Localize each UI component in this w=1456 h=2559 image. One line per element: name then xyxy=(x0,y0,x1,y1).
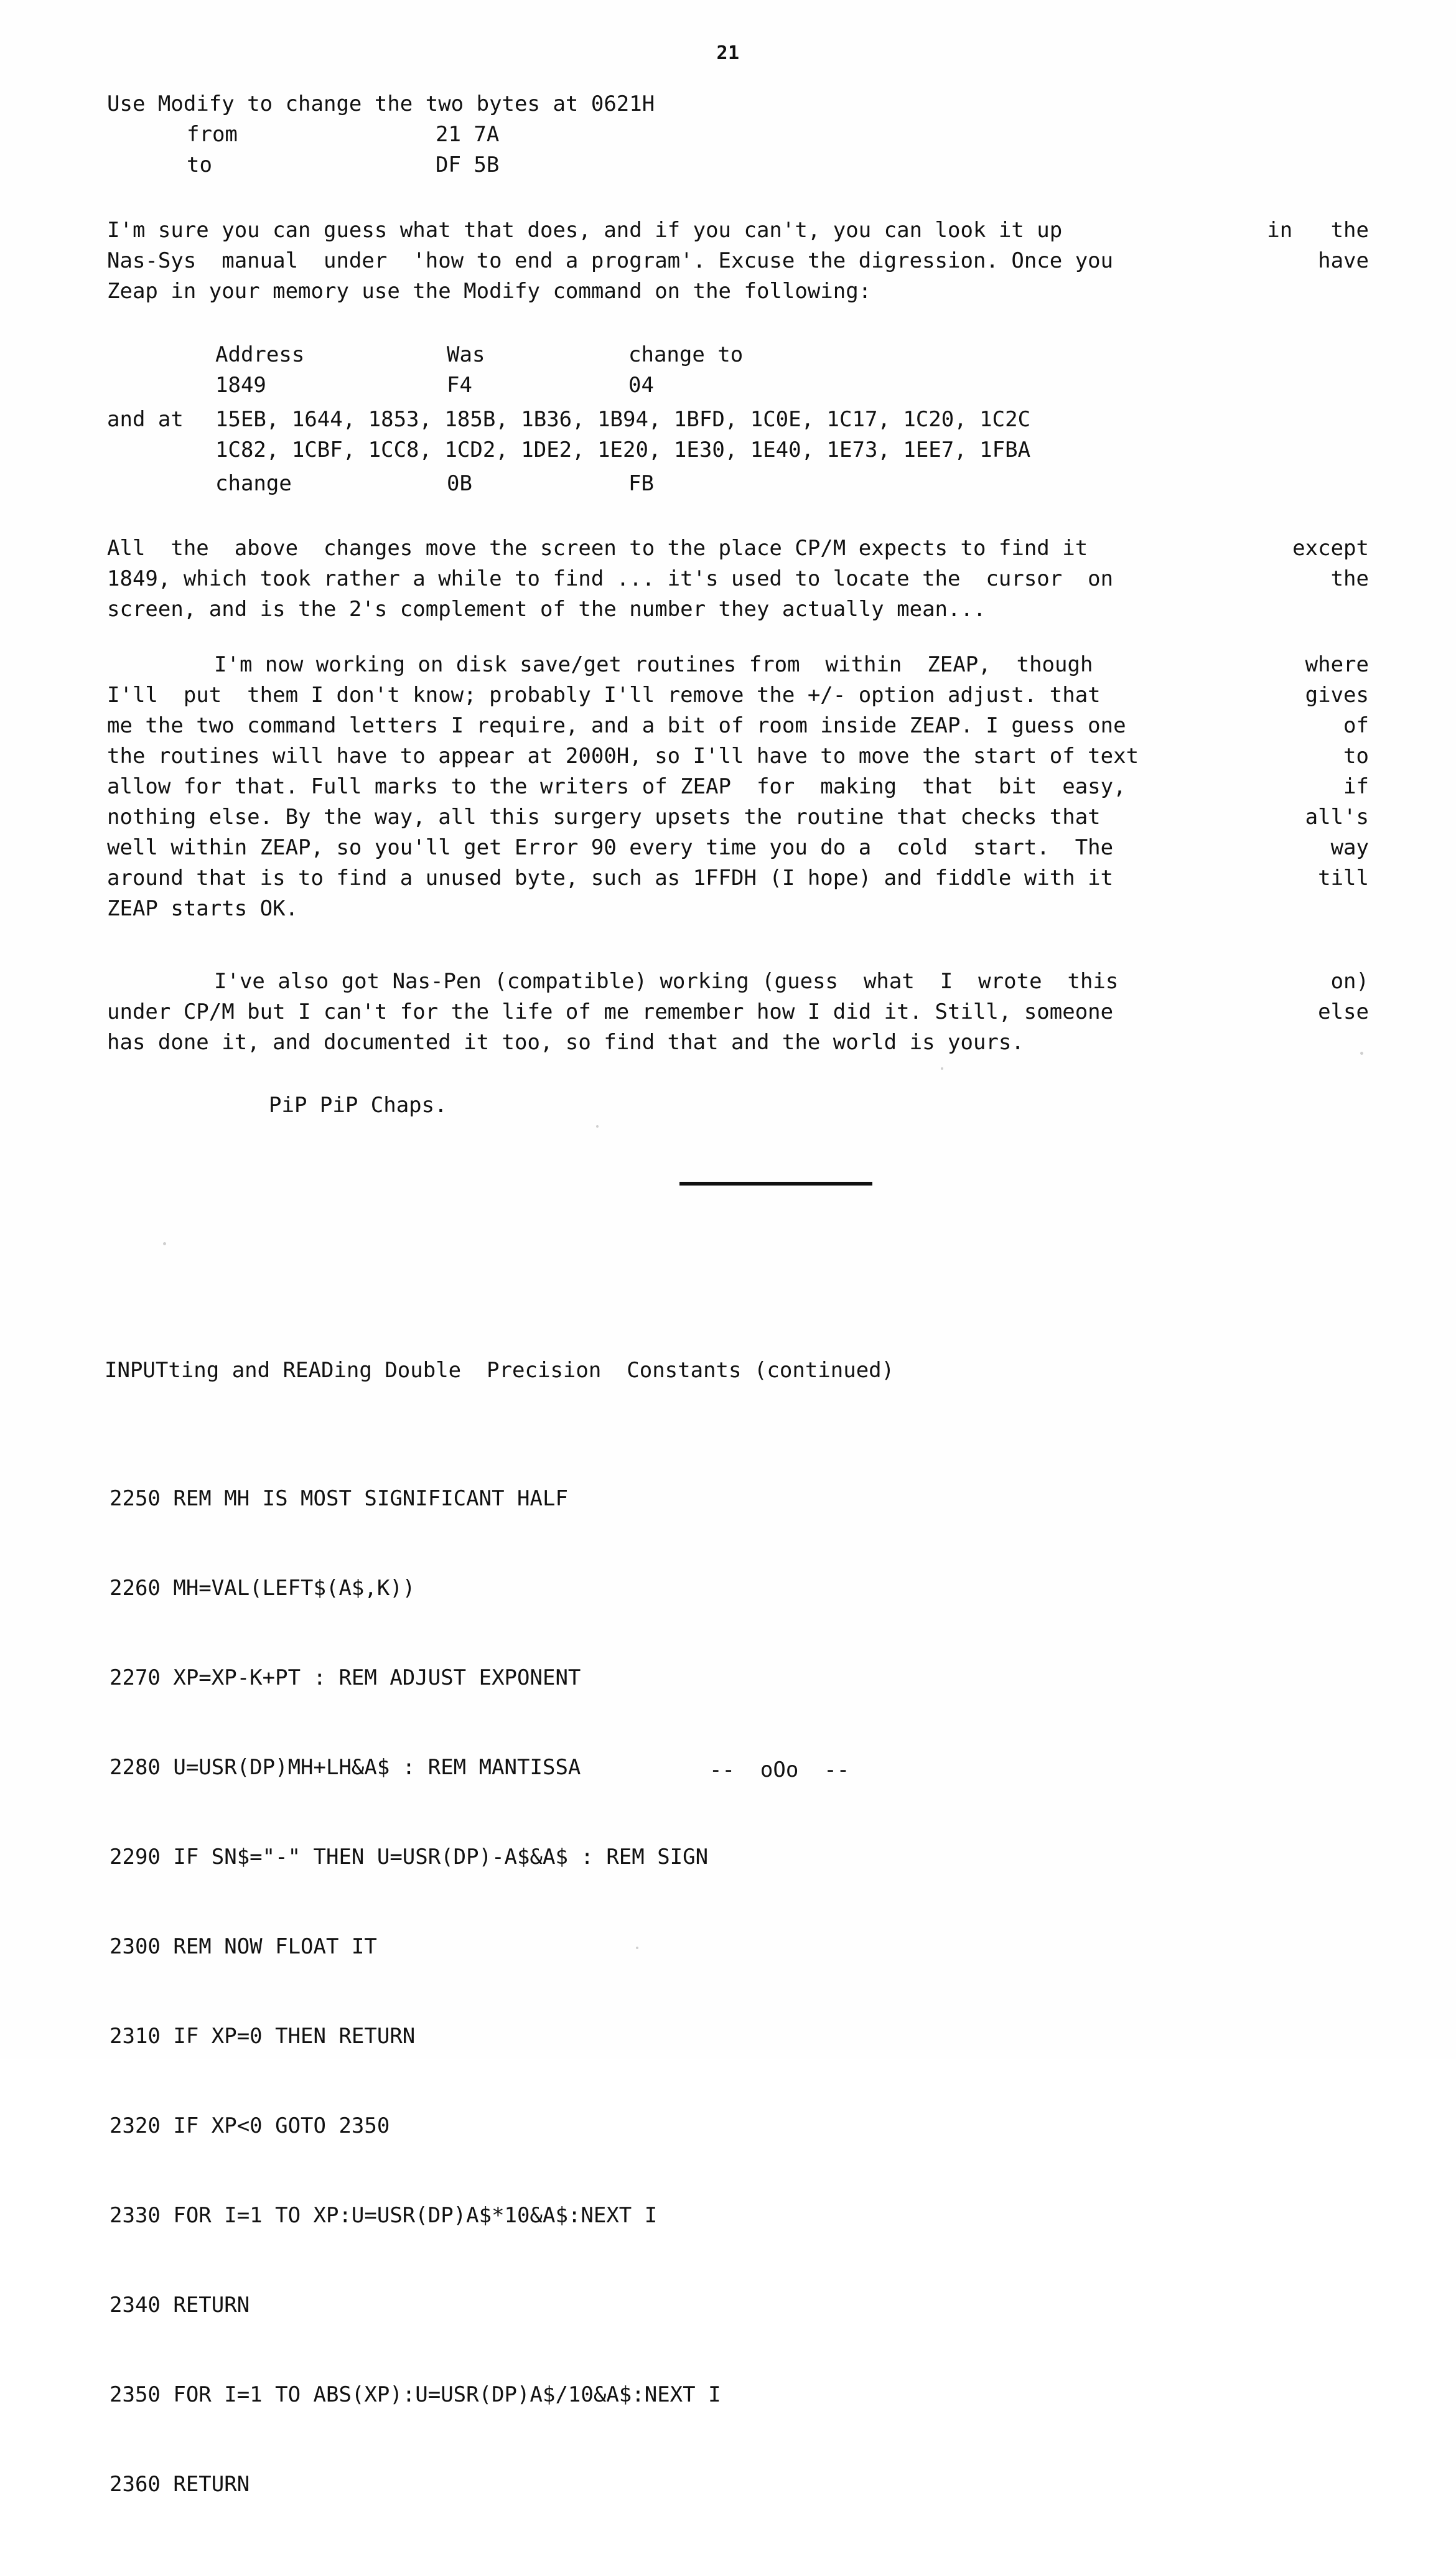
paragraph-line: Zeap in your memory use the Modify command on the following: xyxy=(107,279,872,304)
section-divider xyxy=(679,1182,872,1186)
code-line: 2350 FOR I=1 TO ABS(XP):U=USR(DP)A$/10&A$:NEXT I xyxy=(110,2382,721,2407)
code-line: 2250 REM MH IS MOST SIGNIFICANT HALF xyxy=(110,1486,568,1511)
closing-marker: -- oOo -- xyxy=(709,1757,850,1782)
table-header-address: Address xyxy=(215,342,305,367)
table-row2-label: change xyxy=(215,471,292,496)
table-row2-change-to: FB xyxy=(628,471,654,496)
code-line: 2310 IF XP=0 THEN RETURN xyxy=(110,2024,416,2049)
line-text-tail: if xyxy=(1343,774,1369,799)
to-value: DF 5B xyxy=(436,152,500,177)
line-text: under CP/M but I can't for the life of me remember how I did it. Still, someone xyxy=(107,999,1114,1024)
paragraph-line xyxy=(107,650,1369,680)
line-text-tail: in the xyxy=(1267,218,1369,243)
table-header-change-to: change to xyxy=(628,342,744,367)
code-line: 2360 RETURN xyxy=(110,2472,250,2497)
line-text: 1849, which took rather a while to find ... it's used to locate the cursor on xyxy=(107,566,1114,591)
line-text: I'm sure you can guess what that does, and if you can't, you can look it up xyxy=(107,218,1063,243)
line-text-tail: have xyxy=(1318,248,1369,273)
line-text-tail: of xyxy=(1343,713,1369,738)
table-header-was: Was xyxy=(447,342,485,367)
signoff-line: PiP PiP Chaps. xyxy=(269,1093,447,1118)
paragraph-line xyxy=(107,711,1369,741)
paragraph-line xyxy=(107,802,1369,833)
paragraph-line xyxy=(107,966,1369,997)
table-row-was: F4 xyxy=(447,373,472,398)
paragraph-zeap-work xyxy=(107,650,1369,924)
paragraph-line xyxy=(107,833,1369,863)
paragraph-line: screen, and is the 2's complement of the number they actually mean... xyxy=(107,597,986,622)
line-text: nothing else. By the way, all this surgery upsets the routine that checks that xyxy=(107,805,1101,830)
paragraph-line xyxy=(107,564,1369,594)
line-text: I've also got Nas-Pen (compatible) working (guess what I wrote this xyxy=(214,969,1119,994)
line-text: Nas-Sys manual under 'how to end a program'. Excuse the digression. Once you xyxy=(107,248,1114,273)
paragraph-changes-explained xyxy=(107,533,1369,625)
paragraph-line xyxy=(107,680,1369,711)
line-text-tail: all's xyxy=(1305,805,1369,830)
section-heading: INPUTting and READing Double Precision Constants (continued) xyxy=(105,1358,895,1383)
line-text: around that is to find a unused byte, such as 1FFDH (I hope) and fiddle with it xyxy=(107,866,1114,891)
from-label: from xyxy=(187,122,238,147)
code-line: 2270 XP=XP-K+PT : REM ADJUST EXPONENT xyxy=(110,1665,581,1690)
line-text: I'll put them I don't know; probably I'll remove the +/- option adjust. that xyxy=(107,683,1101,708)
paragraph-line: has done it, and documented it too, so find that and the world is yours. xyxy=(107,1030,1024,1055)
address-list-line-2: 1C82, 1CBF, 1CC8, 1CD2, 1DE2, 1E20, 1E30, 1E40, 1E73, 1EE7, 1FBA xyxy=(215,437,1031,462)
line-text-tail: way xyxy=(1330,835,1369,860)
paragraph-line: ZEAP starts OK. xyxy=(107,896,299,921)
paragraph-line xyxy=(107,533,1369,564)
from-value: 21 7A xyxy=(436,122,500,147)
paragraph-line xyxy=(107,863,1369,894)
paragraph-line xyxy=(107,741,1369,772)
scan-speck xyxy=(163,1242,166,1245)
line-text-tail: till xyxy=(1318,866,1369,891)
line-text-tail: where xyxy=(1305,652,1369,677)
intro-line: Use Modify to change the two bytes at 0621H xyxy=(107,91,655,116)
code-line: 2260 MH=VAL(LEFT$(A$,K)) xyxy=(110,1576,416,1601)
paragraph-line xyxy=(107,772,1369,802)
code-line: 2290 IF SN$="-" THEN U=USR(DP)-A$&A$ : REM SIGN xyxy=(110,1845,709,1869)
paragraph-line xyxy=(107,997,1369,1027)
line-text: allow for that. Full marks to the writers of ZEAP for making that bit easy, xyxy=(107,774,1126,799)
paragraph-intro xyxy=(107,215,1369,307)
line-text-tail: on) xyxy=(1330,969,1369,994)
paragraph-line xyxy=(107,246,1369,276)
paragraph-line xyxy=(107,215,1369,246)
and-at-label: and at xyxy=(107,407,184,432)
code-line: 2340 RETURN xyxy=(110,2293,250,2318)
line-text: the routines will have to appear at 2000H, so I'll have to move the start of text xyxy=(107,744,1139,769)
line-text-tail: except xyxy=(1292,536,1369,561)
line-text: well within ZEAP, so you'll get Error 90 every time you do a cold start. The xyxy=(107,835,1114,860)
code-line: 2320 IF XP<0 GOTO 2350 xyxy=(110,2113,390,2138)
code-line: 2280 U=USR(DP)MH+LH&A$ : REM MANTISSA xyxy=(110,1755,581,1780)
table-row-address: 1849 xyxy=(215,373,266,398)
table-row-change-to: 04 xyxy=(628,373,654,398)
line-text: All the above changes move the screen to the place CP/M expects to find it xyxy=(107,536,1088,561)
scan-speck xyxy=(1360,1052,1363,1055)
line-text-tail: else xyxy=(1318,999,1369,1024)
scan-speck xyxy=(941,1067,943,1070)
to-label: to xyxy=(187,152,212,177)
line-text: I'm now working on disk save/get routines from within ZEAP, though xyxy=(214,652,1093,677)
page-number: 21 xyxy=(716,42,740,64)
table-row2-was: 0B xyxy=(447,471,472,496)
address-list-line-1: 15EB, 1644, 1853, 185B, 1B36, 1B94, 1BFD, 1C0E, 1C17, 1C20, 1C2C xyxy=(215,407,1031,432)
line-text-tail: gives xyxy=(1305,683,1369,708)
line-text-tail: the xyxy=(1330,566,1369,591)
line-text-tail: to xyxy=(1343,744,1369,769)
code-line: 2330 FOR I=1 TO XP:U=USR(DP)A$*10&A$:NEXT I xyxy=(110,2203,658,2228)
paragraph-naspen xyxy=(107,966,1369,1058)
basic-code-listing xyxy=(110,1424,721,2559)
code-line: 2300 REM NOW FLOAT IT xyxy=(110,1934,377,1959)
scan-speck xyxy=(636,1947,638,1949)
scan-speck xyxy=(596,1125,599,1128)
line-text: me the two command letters I require, and a bit of room inside ZEAP. I guess one xyxy=(107,713,1126,738)
